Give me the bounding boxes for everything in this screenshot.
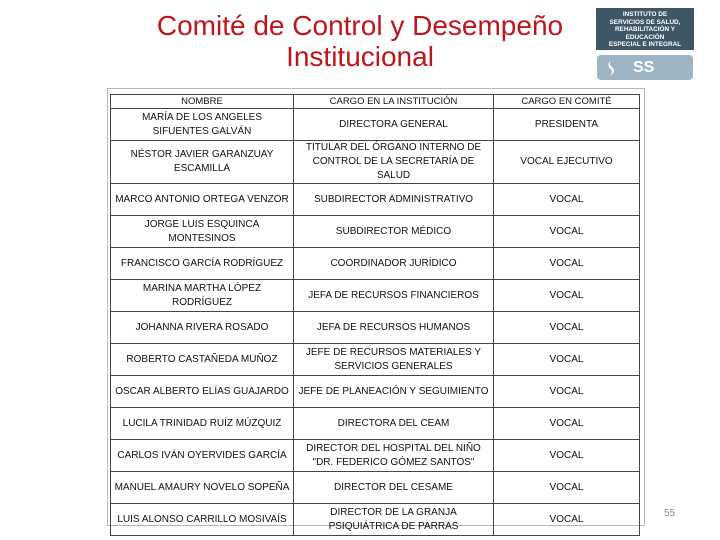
cell-cargo-institucion: DIRECTOR DEL HOSPITAL DEL NIÑO "DR. FEDERICO GÓMEZ SANTOS" [294,440,494,472]
cell-cargo-institucion: JEFE DE PLANEACIÓN Y SEGUIMIENTO [294,376,494,408]
table-header-row [111,95,640,109]
logo-line: ESPECIAL E INTEGRAL [608,41,682,49]
slide-title-line-2: Institucional [286,41,434,72]
table-row [111,344,640,376]
cell-cargo-comite: VOCAL [494,344,640,376]
cell-cargo-institucion: TITULAR DEL ÓRGANO INTERNO DE CONTROL DE LA SECRETARÍA DE SALUD [294,141,494,184]
cell-nombre: CARLOS IVÁN OYERVIDES GARCÍA [111,440,294,472]
cell-cargo-comite: VOCAL EJECUTIVO [494,141,640,184]
institution-logo [596,8,694,80]
table-row [111,216,640,248]
logo-text-box [596,8,694,50]
table-row [111,280,640,312]
table-row [111,248,640,280]
table-row [111,184,640,216]
table-row [111,376,640,408]
cell-nombre: OSCAR ALBERTO ELÍAS GUAJARDO [111,376,294,408]
cell-nombre: MARÍA DE LOS ANGELES SIFUENTES GALVÁN [111,109,294,141]
logo-ss-badge [597,55,693,80]
cell-cargo-institucion: SUBDIRECTOR MÉDICO [294,216,494,248]
cell-cargo-institucion: DIRECTOR DEL CESAME [294,472,494,504]
cell-nombre: ROBERTO CASTAÑEDA MUÑOZ [111,344,294,376]
cell-cargo-institucion: SUBDIRECTOR ADMINISTRATIVO [294,184,494,216]
committee-document [107,88,645,532]
page-number: 55 [664,508,676,519]
cell-cargo-comite: VOCAL [494,440,640,472]
table-row [111,504,640,536]
cell-nombre: MARCO ANTONIO ORTEGA VENZOR [111,184,294,216]
cell-cargo-comite: VOCAL [494,376,640,408]
table-row [111,472,640,504]
cell-cargo-institucion: COORDINADOR JURÍDICO [294,248,494,280]
table-row [111,109,640,141]
cell-cargo-comite: VOCAL [494,216,640,248]
cell-cargo-institucion: DIRECTORA DEL CEAM [294,408,494,440]
header-cargo-institucion: CARGO EN LA INSTITUCIÓN [294,95,494,109]
cell-nombre: FRANCISCO GARCÍA RODRÍGUEZ [111,248,294,280]
cell-cargo-comite: VOCAL [494,248,640,280]
cell-cargo-comite: VOCAL [494,280,640,312]
logo-line: SERVICIOS DE SALUD, [609,18,681,26]
cell-nombre: MARINA MARTHA LÓPEZ RODRÍGUEZ [111,280,294,312]
cell-cargo-institucion: DIRECTORA GENERAL [294,109,494,141]
cell-cargo-comite: VOCAL [494,184,640,216]
cell-nombre: LUCILA TRINIDAD RUÍZ MÚZQUIZ [111,408,294,440]
committee-table [110,94,640,536]
cell-cargo-comite: VOCAL [494,504,640,536]
logo-line: REHABILITACIÓN Y [614,26,676,34]
header-cargo-comite: CARGO EN COMITÉ [494,95,640,109]
header-nombre: NOMBRE [111,95,294,109]
slide-title-line-1: Comité de Control y Desempeño [156,10,564,41]
cell-cargo-comite: VOCAL [494,312,640,344]
cell-cargo-institucion: JEFA DE RECURSOS HUMANOS [294,312,494,344]
cell-nombre: JORGE LUIS ESQUINCA MONTESINOS [111,216,294,248]
cell-cargo-comite: VOCAL [494,472,640,504]
table-row [111,141,640,184]
cell-nombre: JOHANNA RIVERA ROSADO [111,312,294,344]
cell-cargo-institucion: DIRECTOR DE LA GRANJA PSIQUIÁTRICA DE PARRAS [294,504,494,536]
cell-cargo-comite: VOCAL [494,408,640,440]
cell-cargo-institucion: JEFE DE RECURSOS MATERIALES Y SERVICIOS GENERALES [294,344,494,376]
cell-cargo-comite: PRESIDENTA [494,109,640,141]
cell-cargo-institucion: JEFA DE RECURSOS FINANCIEROS [294,280,494,312]
logo-line: INSTITUTO DE [622,11,668,18]
table-row [111,440,640,472]
logo-line: EDUCACIÓN [625,33,665,41]
logo-mark-icon [607,59,617,76]
table-row [111,408,640,440]
cell-nombre: MANUEL AMAURY NOVELO SOPEÑA [111,472,294,504]
logo-ss-text: SS [633,59,655,76]
cell-nombre: LUIS ALONSO CARRILLO MOSIVAÍS [111,504,294,536]
table-row [111,312,640,344]
cell-nombre: NÉSTOR JAVIER GARANZUAY ESCAMILLA [111,141,294,184]
slide-title [120,10,600,72]
